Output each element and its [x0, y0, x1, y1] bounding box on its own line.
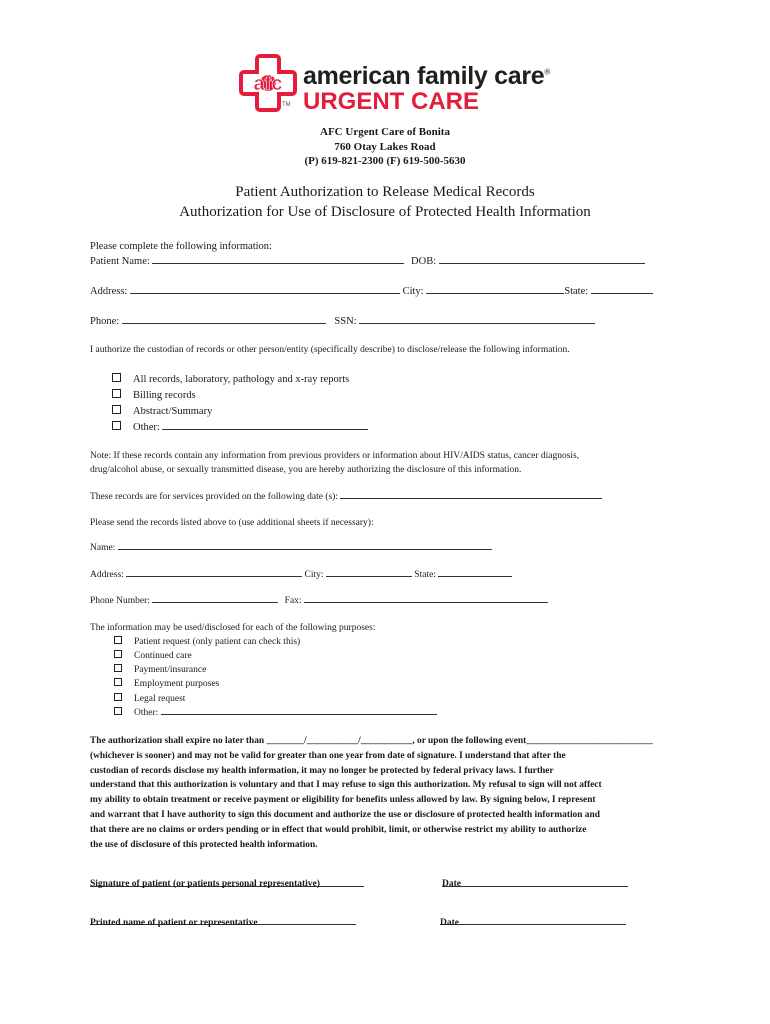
recipient-address-field[interactable]: [126, 575, 302, 577]
phone-label: Phone:: [90, 316, 120, 327]
logo-mark-text: afc: [253, 73, 283, 95]
records-option[interactable]: [112, 373, 349, 385]
recipient-phone-label: Phone Number:: [90, 596, 150, 606]
purpose-option[interactable]: [114, 678, 219, 689]
phone-field[interactable]: [122, 322, 326, 324]
records-option-label: All records, laboratory, pathology and x-ray reports: [133, 374, 350, 385]
dob-field[interactable]: [439, 262, 645, 264]
records-option-label: Other:: [133, 422, 160, 433]
purpose-label: Employment purposes: [134, 679, 220, 689]
purpose-option[interactable]: [114, 664, 206, 675]
expiration-line: that there are no claims or orders pending or in effect that would prohibit, limit, or otherwise restrict my ability to authorize: [90, 824, 587, 835]
authorize-text: I authorize the custodian of records or other person/entity (specifically describe) to disclose/release the following information.: [90, 345, 570, 355]
recipient-name-field[interactable]: [118, 548, 492, 550]
recipient-name-label: Name:: [90, 543, 116, 553]
purpose-other-field[interactable]: [161, 713, 437, 715]
brand-subtitle: URGENT CARE: [303, 88, 480, 115]
checkbox[interactable]: [114, 664, 122, 672]
expiration-line: (whichever is sooner) and may not be valid for greater than one year from date of signature. I understand that after the: [90, 750, 566, 761]
purpose-label: Continued care: [134, 651, 192, 661]
clinic-phone-fax: (P) 619-821-2300 (F) 619-500-5630: [304, 155, 466, 167]
purpose-label: Payment/insurance: [134, 665, 207, 675]
expiration-line: the use of disclosure of this protected health information.: [90, 839, 318, 850]
records-option[interactable]: [112, 421, 368, 433]
purpose-option[interactable]: [114, 693, 185, 704]
recipient-state-field[interactable]: [438, 575, 512, 577]
clinic-street: 760 Otay Lakes Road: [334, 141, 436, 153]
checkbox[interactable]: [114, 707, 122, 715]
city-label: City:: [402, 286, 424, 297]
checkbox[interactable]: [112, 421, 121, 430]
ssn-field[interactable]: [359, 322, 595, 324]
patient-info-intro: Please complete the following information:: [90, 241, 272, 252]
records-option-label: Billing records: [133, 390, 196, 401]
ssn-label: SSN:: [334, 316, 357, 327]
checkbox[interactable]: [112, 373, 121, 382]
address-label: Address:: [90, 286, 128, 297]
purposes-intro: The information may be used/disclosed for each of the following purposes:: [90, 623, 376, 633]
checkbox[interactable]: [112, 405, 121, 414]
purpose-label: Other:: [134, 708, 159, 718]
recipient-phone-row: [90, 596, 548, 606]
recipient-city-field[interactable]: [326, 575, 412, 577]
checkbox[interactable]: [114, 636, 122, 644]
note-line-2: drug/alcohol abuse, or sexually transmitted disease, you are hereby authorizing the disclosure of this information.: [90, 465, 522, 475]
brand-name: [303, 62, 550, 91]
expiration-line: custodian of records disclose my health information, it may no longer be protected by federal privacy laws. I further: [90, 765, 554, 776]
patient-phone-row: [90, 316, 595, 327]
checkbox[interactable]: [114, 693, 122, 701]
purpose-option[interactable]: [114, 650, 192, 661]
services-date-label: These records are for services provided on the following date (s):: [90, 492, 338, 502]
date-line-2[interactable]: [440, 912, 626, 930]
expiration-line: The authorization shall expire no later than ________/___________/___________, or upon the following event___________________________: [90, 736, 653, 746]
patient-name-label: Patient Name:: [90, 256, 150, 267]
printed-name-label: Printed name of patient or representative: [90, 918, 258, 928]
recipient-name-row: [90, 543, 492, 553]
recipient-fax-label: Fax:: [284, 596, 302, 606]
records-option[interactable]: [112, 405, 212, 417]
purpose-label: Patient request (only patient can check this): [134, 637, 301, 647]
purpose-label: Legal request: [134, 694, 186, 704]
state-field[interactable]: [591, 292, 653, 294]
brand-name-text: american family care: [303, 62, 545, 90]
form-title: Patient Authorization to Release Medical Records: [235, 184, 535, 200]
note-line-1: Note: If these records contain any information from previous providers or information about HIV/AIDS status, cancer diagnosis,: [90, 451, 580, 461]
clinic-name: AFC Urgent Care of Bonita: [320, 126, 450, 138]
recipient-city-label: City:: [304, 570, 324, 580]
dob-label: DOB:: [411, 256, 437, 267]
signature-label: Signature of patient (or patients personal representative): [90, 879, 320, 889]
recipient-phone-field[interactable]: [152, 601, 278, 603]
date-line-1[interactable]: [442, 874, 628, 892]
tm-mark: TM: [282, 102, 291, 108]
address-field[interactable]: [130, 292, 400, 294]
purpose-option[interactable]: [114, 636, 300, 647]
patient-name-row: [90, 256, 645, 267]
recipient-address-label: Address:: [90, 570, 124, 580]
services-date-field[interactable]: [340, 497, 602, 499]
expiration-paragraph: [90, 734, 653, 852]
form-subtitle: Authorization for Use of Disclosure of Protected Health Information: [179, 204, 591, 220]
recipient-address-row: [90, 570, 512, 580]
expiration-line: and warrant that I have authority to sign this document and authorize the use or disclosure of protected health information and: [90, 809, 600, 820]
checkbox[interactable]: [114, 678, 122, 686]
expiration-line: understand that this authorization is voluntary and that I may refuse to sign this authorization. My refusal to sign will not affect: [90, 780, 602, 791]
checkbox[interactable]: [112, 389, 121, 398]
records-option[interactable]: [112, 389, 196, 401]
recipient-fax-field[interactable]: [304, 601, 548, 603]
recipient-state-label: State:: [414, 570, 436, 580]
city-field[interactable]: [426, 292, 564, 294]
records-other-field[interactable]: [162, 428, 368, 430]
date-label-2: Date: [440, 918, 459, 928]
expiration-line: my ability to obtain treatment or receive payment or eligibility for benefits unless allowed by law. By signing below, I represent: [90, 795, 596, 806]
state-label: State:: [564, 286, 589, 297]
date-label-1: Date: [442, 879, 461, 889]
checkbox[interactable]: [114, 650, 122, 658]
brand-trademark: ®: [544, 67, 550, 77]
purpose-option[interactable]: [114, 707, 437, 718]
patient-name-field[interactable]: [152, 262, 404, 264]
patient-address-row: [90, 286, 653, 297]
send-records-text: Please send the records listed above to (use additional sheets if necessary):: [90, 518, 374, 528]
records-option-label: Abstract/Summary: [133, 406, 213, 417]
services-date-row: [90, 492, 602, 502]
